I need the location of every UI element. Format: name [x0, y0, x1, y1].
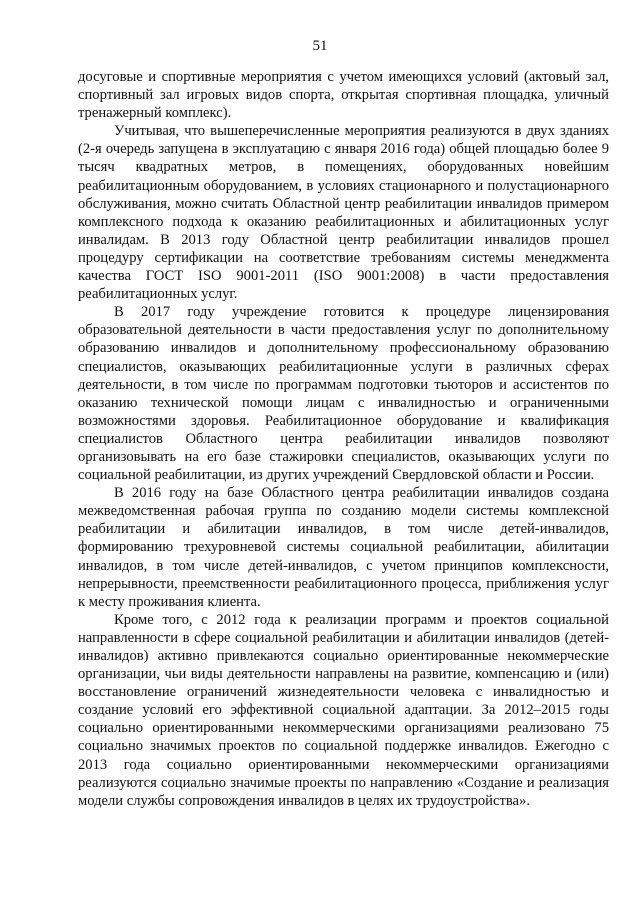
paragraph: В 2017 году учреждение готовится к процедуре лицензирования образовательной деятельности в части предоставления услуг по дополнительному образованию инвалидов и дополнительному профессиональному образованию специалистов, оказывающих реабилитационные услуги в различных сферах деятельности, в том числе по программам подготовки тьюторов и ассистентов по оказанию технической помощи лицам с инвалидностью и ограниченными возможностями здоровья. Реабилитационное оборудование и квалификация специалистов Областного центра реабилитации инвалидов позволяют организовывать на его базе стажировки специалистов, оказывающих услуги по социальной реабилитации, из других учреждений Свердловской области и России. — [78, 304, 609, 484]
page-number: 51 — [312, 38, 328, 54]
paragraph-continuation: досуговые и спортивные мероприятия с учетом имеющихся условий (актовый зал, спортивный зал игровых видов спорта, открытая спортивная площадка, уличный тренажерный комплекс). — [78, 69, 609, 122]
paragraph: Кроме того, с 2012 года к реализации программ и проектов социальной направленности в сфере социальной реабилитации и абилитации инвалидов (детей-инвалидов) активно привлекаются социально ориентированные некоммерческие организации, чьи виды деятельности направлены на развитие, компенсацию и (или) восстановление ограничений жизнедеятельности человека с инвалидностью и создание условий его эффективной социальной адаптации. За 2012–2015 годы социально ориентированными некоммерческими организациями реализовано 75 социально значимых проектов по социальной поддержке инвалидов. Ежегодно с 2013 года социально ориентированными некоммерческими организациями реализуются социально значимые проекты по направлению «Создание и реализация модели службы сопровождения инвалидов в целях их трудоустройства». — [78, 611, 609, 809]
document-body — [78, 68, 609, 810]
paragraph: Учитывая, что вышеперечисленные мероприятия реализуются в двух зданиях (2-я очередь запущена в эксплуатацию с января 2016 года) общей площадью более 9 тысяч квадратных метров, в помещениях, оборудованных новейшим реабилитационным оборудованием, в условиях стационарного и полустационарного обслуживания, можно считать Областной центр реабилитации инвалидов примером комплексного подхода к оказанию реабилитационных и абилитационных услуг инвалидам. В 2013 году Областной центр реабилитации инвалидов прошел процедуру сертификации на соответствие требованиям системы менеджмента качества ГОСТ ISO 9001-2011 (ISO 9001:2008) в части предоставления реабилитационных услуг. — [78, 123, 609, 303]
paragraph: В 2016 году на базе Областного центра реабилитации инвалидов создана межведомственная рабочая группа по созданию модели системы комплексной реабилитации и абилитации инвалидов, в том числе детей-инвалидов, формированию трехуровневой системы социальной реабилитации, абилитации инвалидов, в том числе детей-инвалидов, с учетом принципов комплексности, непрерывности, преемственности реабилитационного процесса, приближения услуг к месту проживания клиента. — [78, 485, 609, 610]
